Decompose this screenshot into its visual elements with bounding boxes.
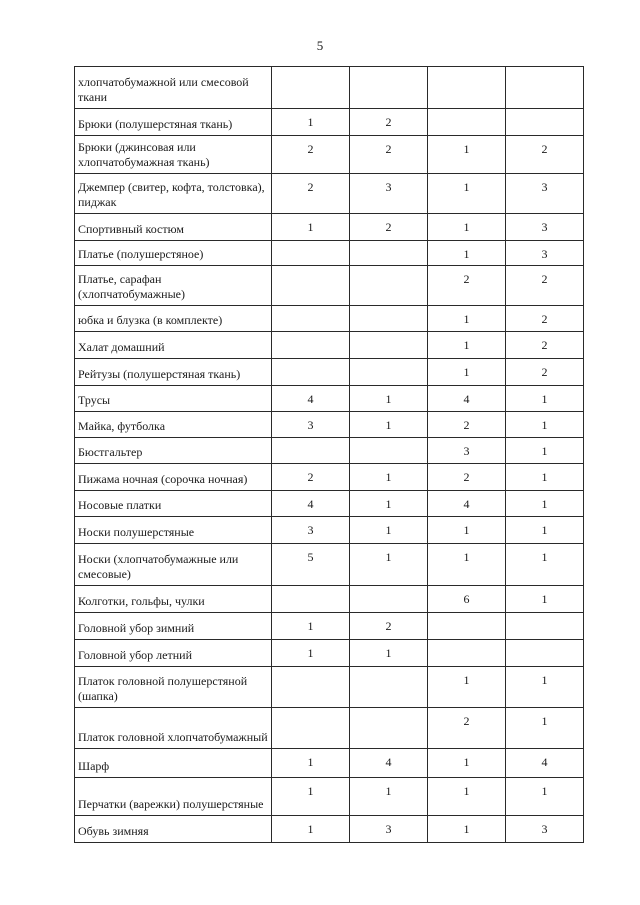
- value-cell: 2: [506, 136, 584, 174]
- table-row: [75, 214, 584, 241]
- value-cell: 4: [428, 386, 506, 412]
- value-cell: 1: [428, 749, 506, 778]
- value-cell: 1: [428, 174, 506, 214]
- value-cell: 1: [350, 544, 428, 586]
- value-cell: 1: [506, 667, 584, 708]
- value-cell: 1: [428, 136, 506, 174]
- value-cell: 2: [506, 332, 584, 359]
- item-name-cell: Джемпер (свитер, кофта, толстовка), пиджак: [75, 174, 272, 214]
- table-body: [75, 67, 584, 843]
- item-name-cell: Платок головной хлопчатобумажный: [75, 708, 272, 749]
- table-row: [75, 667, 584, 708]
- value-cell: 3: [428, 438, 506, 464]
- value-cell: 1: [506, 386, 584, 412]
- item-name-cell: Носки (хлопчатобумажные или смесовые): [75, 544, 272, 586]
- value-cell: [428, 640, 506, 667]
- value-cell: 2: [506, 306, 584, 332]
- value-cell: 2: [506, 359, 584, 386]
- table-row: [75, 438, 584, 464]
- value-cell: [350, 306, 428, 332]
- table-row: [75, 67, 584, 109]
- value-cell: 2: [272, 136, 350, 174]
- item-name-cell: Головной убор летний: [75, 640, 272, 667]
- table-row: [75, 517, 584, 544]
- value-cell: 1: [428, 214, 506, 241]
- item-name-cell: Платье (полушерстяное): [75, 241, 272, 266]
- value-cell: [428, 613, 506, 640]
- value-cell: [350, 438, 428, 464]
- value-cell: [350, 667, 428, 708]
- item-name-cell: Брюки (джинсовая или хлопчатобумажная ткань): [75, 136, 272, 174]
- value-cell: 1: [506, 708, 584, 749]
- value-cell: 4: [272, 386, 350, 412]
- value-cell: 1: [506, 412, 584, 438]
- value-cell: [506, 67, 584, 109]
- page-number: 5: [316, 38, 324, 53]
- value-cell: 6: [428, 586, 506, 613]
- value-cell: 2: [350, 136, 428, 174]
- value-cell: 2: [428, 412, 506, 438]
- value-cell: 3: [506, 241, 584, 266]
- table-row: [75, 109, 584, 136]
- table-row: [75, 464, 584, 491]
- table-row: [75, 544, 584, 586]
- item-name-cell: Спортивный костюм: [75, 214, 272, 241]
- table-row: [75, 241, 584, 266]
- value-cell: 2: [428, 708, 506, 749]
- item-name-cell: Рейтузы (полушерстяная ткань): [75, 359, 272, 386]
- value-cell: [428, 67, 506, 109]
- value-cell: [272, 586, 350, 613]
- value-cell: 1: [428, 241, 506, 266]
- value-cell: 3: [350, 816, 428, 843]
- item-name-cell: Халат домашний: [75, 332, 272, 359]
- table-row: [75, 359, 584, 386]
- item-name-cell: Колготки, гольфы, чулки: [75, 586, 272, 613]
- value-cell: 1: [272, 640, 350, 667]
- item-name-cell: Носовые платки: [75, 491, 272, 517]
- value-cell: [350, 332, 428, 359]
- value-cell: 1: [272, 816, 350, 843]
- value-cell: 4: [272, 491, 350, 517]
- value-cell: 3: [272, 517, 350, 544]
- value-cell: 1: [428, 544, 506, 586]
- value-cell: [428, 109, 506, 136]
- value-cell: [272, 306, 350, 332]
- value-cell: [272, 359, 350, 386]
- item-name-cell: Платье, сарафан (хлопчатобумажные): [75, 266, 272, 306]
- item-name-cell: Платок головной полушерстяной (шапка): [75, 667, 272, 708]
- value-cell: [272, 266, 350, 306]
- value-cell: 1: [272, 214, 350, 241]
- value-cell: 2: [428, 266, 506, 306]
- value-cell: 1: [506, 491, 584, 517]
- table-row: [75, 708, 584, 749]
- clothing-norms-table: [74, 66, 584, 843]
- value-cell: 1: [350, 386, 428, 412]
- item-name-cell: Обувь зимняя: [75, 816, 272, 843]
- value-cell: 2: [272, 174, 350, 214]
- item-name-cell: Брюки (полушерстяная ткань): [75, 109, 272, 136]
- table-row: [75, 386, 584, 412]
- table-row: [75, 816, 584, 843]
- value-cell: 1: [428, 778, 506, 816]
- item-name-cell: хлопчатобумажной или смесовой ткани: [75, 67, 272, 109]
- value-cell: 1: [350, 491, 428, 517]
- value-cell: [506, 613, 584, 640]
- item-name-cell: Трусы: [75, 386, 272, 412]
- value-cell: 4: [428, 491, 506, 517]
- value-cell: [350, 241, 428, 266]
- value-cell: 4: [350, 749, 428, 778]
- value-cell: 1: [506, 544, 584, 586]
- value-cell: 1: [272, 109, 350, 136]
- value-cell: [350, 359, 428, 386]
- value-cell: 2: [350, 613, 428, 640]
- table-row: [75, 266, 584, 306]
- value-cell: 1: [350, 517, 428, 544]
- value-cell: 1: [428, 667, 506, 708]
- value-cell: 1: [428, 359, 506, 386]
- value-cell: 3: [506, 174, 584, 214]
- value-cell: 1: [506, 464, 584, 491]
- value-cell: 1: [506, 586, 584, 613]
- value-cell: 1: [506, 517, 584, 544]
- value-cell: [350, 708, 428, 749]
- table-row: [75, 640, 584, 667]
- value-cell: [272, 708, 350, 749]
- value-cell: [272, 667, 350, 708]
- item-name-cell: Бюстгальтер: [75, 438, 272, 464]
- value-cell: 2: [428, 464, 506, 491]
- table-row: [75, 749, 584, 778]
- value-cell: [272, 241, 350, 266]
- value-cell: [350, 586, 428, 613]
- value-cell: [272, 67, 350, 109]
- value-cell: 3: [350, 174, 428, 214]
- value-cell: [272, 438, 350, 464]
- value-cell: 1: [350, 778, 428, 816]
- value-cell: [506, 640, 584, 667]
- item-name-cell: Головной убор зимний: [75, 613, 272, 640]
- table-row: [75, 136, 584, 174]
- value-cell: 1: [350, 412, 428, 438]
- value-cell: [350, 67, 428, 109]
- value-cell: [350, 266, 428, 306]
- item-name-cell: Пижама ночная (сорочка ночная): [75, 464, 272, 491]
- value-cell: 1: [428, 816, 506, 843]
- value-cell: 1: [272, 778, 350, 816]
- value-cell: 1: [428, 517, 506, 544]
- value-cell: 2: [350, 109, 428, 136]
- value-cell: 4: [506, 749, 584, 778]
- value-cell: 2: [506, 266, 584, 306]
- value-cell: 3: [272, 412, 350, 438]
- item-name-cell: Майка, футболка: [75, 412, 272, 438]
- table-row: [75, 332, 584, 359]
- value-cell: 3: [506, 214, 584, 241]
- value-cell: 1: [428, 306, 506, 332]
- table-row: [75, 778, 584, 816]
- value-cell: 2: [272, 464, 350, 491]
- value-cell: 1: [506, 438, 584, 464]
- item-name-cell: Носки полушерстяные: [75, 517, 272, 544]
- value-cell: [272, 332, 350, 359]
- table-row: [75, 306, 584, 332]
- value-cell: 1: [428, 332, 506, 359]
- value-cell: 1: [506, 778, 584, 816]
- value-cell: [506, 109, 584, 136]
- table-row: [75, 491, 584, 517]
- table-row: [75, 174, 584, 214]
- item-name-cell: Шарф: [75, 749, 272, 778]
- item-name-cell: юбка и блузка (в комплекте): [75, 306, 272, 332]
- value-cell: 1: [350, 464, 428, 491]
- value-cell: 5: [272, 544, 350, 586]
- value-cell: 3: [506, 816, 584, 843]
- value-cell: 2: [350, 214, 428, 241]
- table-row: [75, 586, 584, 613]
- value-cell: 1: [350, 640, 428, 667]
- value-cell: 1: [272, 613, 350, 640]
- value-cell: 1: [272, 749, 350, 778]
- table-row: [75, 613, 584, 640]
- table-row: [75, 412, 584, 438]
- item-name-cell: Перчатки (варежки) полушерстяные: [75, 778, 272, 816]
